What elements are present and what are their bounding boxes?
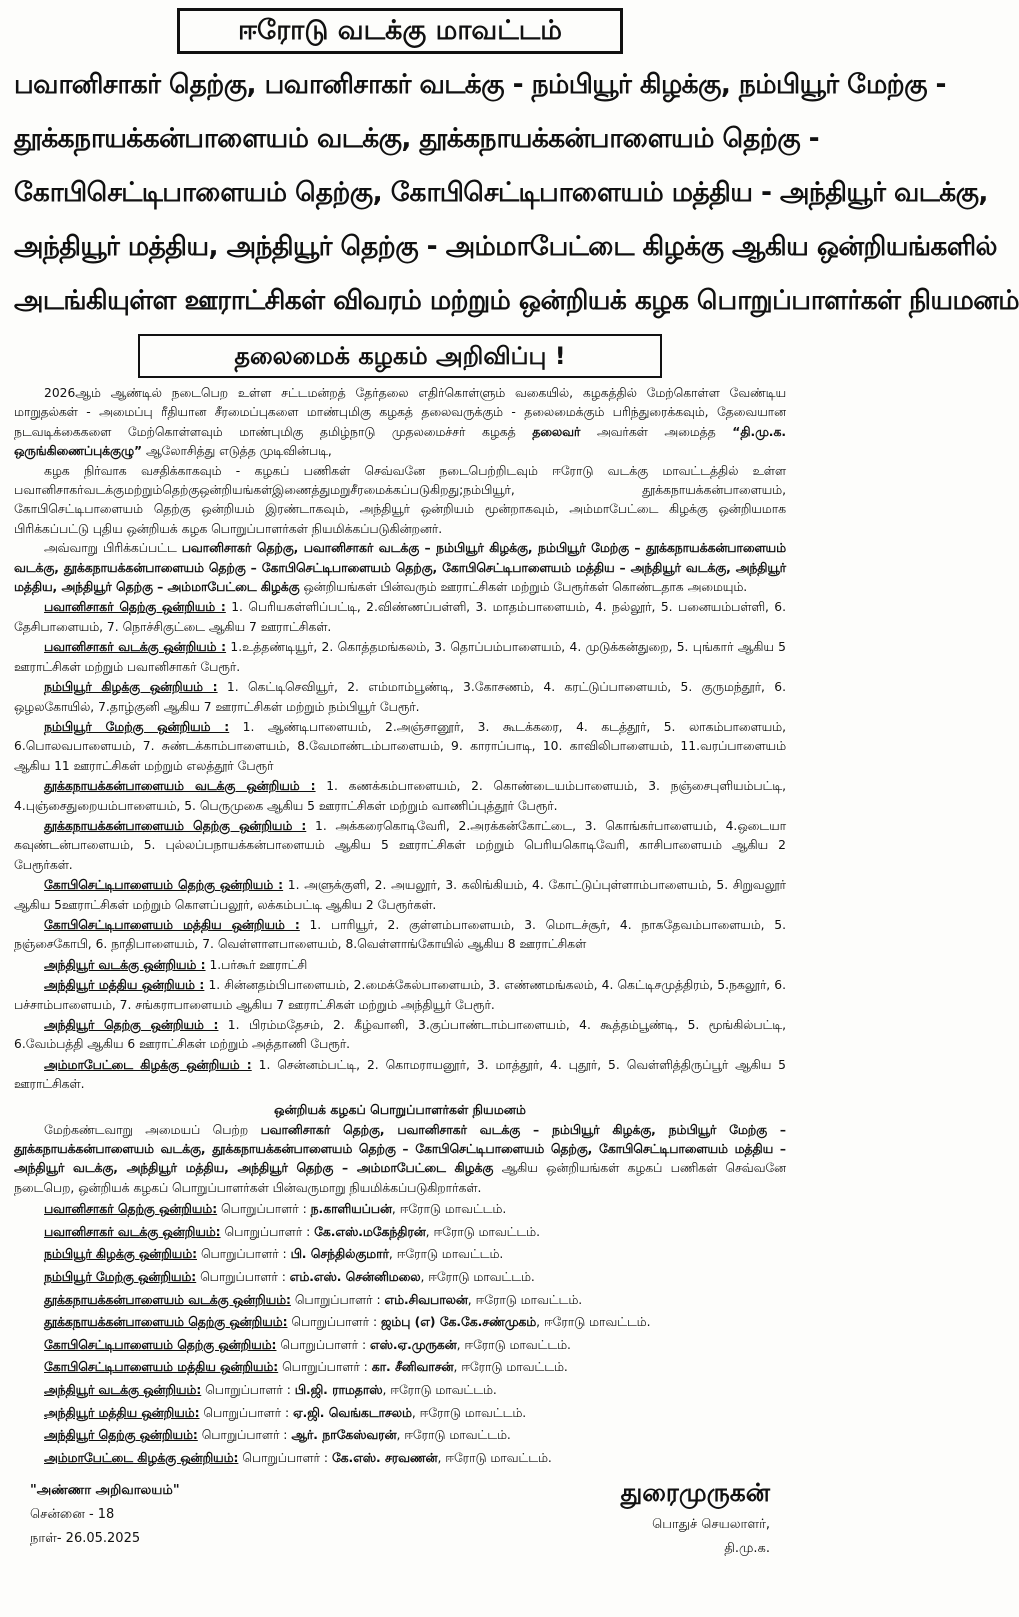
headline-line: அந்தியூர் மத்திய, அந்தியூர் தெற்கு - அம்மாபேட்டை கிழக்கு ஆகிய ஒன்றியங்களில்: [14, 231, 997, 262]
union-entry: தூக்கநாயக்கன்பாளையம் தெற்கு ஒன்றியம் : 1. அக்கரைகொடிவேரி, 2.அரக்கன்கோட்டை, 3. கொங்கர்பாளையம், 4.ஒடையா கவுண்டன்பாளையம், 5. புல்லப்பநாயக்கன்பாளையம் ஆகிய 5 ஊராட்சிகள் மற்றும் பெரியகொடிவேரி, காசிபாளையம் ஆகிய 2 பேரூர்கள்.: [14, 818, 787, 872]
signatory-designation: பொதுச் செயலாளர்,: [652, 1517, 770, 1533]
footer: [14, 1479, 786, 1589]
union-entry: தூக்கநாயக்கன்பாளையம் வடக்கு ஒன்றியம் : 1. கணக்கம்பாளையம், 2. கொண்டையம்பாளையம், 3. நஞ்சைபுளியம்பட்டி, 4.புஞ்சைதுறையம்பாளையம், 5. பெருமுகை ஆகிய 5 ஊராட்சிகள் மற்றும் வாணிப்புத்தூர் பேரூர்.: [14, 779, 786, 813]
appointments-heading: ஒன்றியக் கழகப் பொறுப்பாளர்கள் நியமனம்: [273, 1101, 526, 1117]
union-entry: நம்பியூர் கிழக்கு ஒன்றியம் : 1. கெட்டிசெவியூர், 2. எம்மாம்பூண்டி, 3.கோசணம், 4. கரட்டுப்பாளையம், 5. குருமந்தூர், 6. ஒழலகோயில், 7.தாழ்குனி ஆகிய 7 ஊராட்சிகள் மற்றும் நம்பியூர் பேரூர்.: [14, 680, 786, 714]
union-entry: பவானிசாகர் தெற்கு ஒன்றியம் : 1. பெரியகள்ளிப்பட்டி, 2.விண்ணப்பள்ளி, 3. மாதம்பாளையம், 4. நல்லூர், 5. பனையம்பள்ளி, 6. தேசிபாளையம், 7. நொச்சிகுட்டை ஆகிய 7 ஊராட்சிகள்.: [14, 600, 786, 634]
signatory-party: தி.மு.க.: [724, 1541, 770, 1557]
appointment-row: அந்தியூர் வடக்கு ஒன்றியம்: பொறுப்பாளர் : பி.ஜி. ராமதாஸ், ஈரோடு மாவட்டம்.: [44, 1383, 497, 1397]
union-entry: அந்தியூர் மத்திய ஒன்றியம் : 1. சின்னதம்பிபாளையம், 2.மைக்கேல்பாளையம், 3. எண்ணமங்கலம், 4. கெட்டிசமுத்திரம், 5.நகலூர், 6. பச்சாம்பாளையம், 7. சங்கராபாளையம் ஆகிய 7 ஊராட்சிகள் மற்றும் அந்தியூர் பேரூர்.: [14, 978, 786, 1012]
appointment-list: [14, 1198, 786, 1469]
union-entry: பவானிசாகர் வடக்கு ஒன்றியம் : 1.உத்தண்டியூர், 2. கொத்தமங்கலம், 3. தொப்பம்பாளையம், 4. முடுக்கன்துறை, 5. புங்கார் ஆகிய 5 ஊராட்சிகள் மற்றும் பவானிசாகர் பேரூர்.: [14, 640, 786, 674]
union-entry: நம்பியூர் மேற்கு ஒன்றியம் : 1. ஆண்டிபாளையம், 2.அஞ்சானூர், 3. கூடக்கரை, 4. கடத்தூர், 5. லாகம்பாளையம், 6.பொலவபாளையம், 7. சுண்டக்காம்பாளையம், 8.வேமாண்டம்பாளையம், 9. காராப்பாடி, 10. காவிலிபாளையம், 11.வரப்பாளையம் ஆகிய 11 ஊராட்சிகள் மற்றும் எலத்தூர் பேரூர்: [14, 719, 786, 773]
headline-line: பவானிசாகர் தெற்கு, பவானிசாகர் வடக்கு - நம்பியூர் கிழக்கு, நம்பியூர் மேற்கு -: [14, 69, 946, 100]
appointment-row: நம்பியூர் கிழக்கு ஒன்றியம்: பொறுப்பாளர் : பி. செந்தில்குமார், ஈரோடு மாவட்டம்.: [44, 1247, 504, 1262]
appointment-row: கோபிசெட்டிபாளையம் தெற்கு ஒன்றியம்: பொறுப்பாளர் : எஸ்.ஏ.முருகன், ஈரோடு மாவட்டம்.: [44, 1337, 571, 1352]
headline-line: அடங்கியுள்ள ஊராட்சிகள் விவரம் மற்றும் ஒன்றியக் கழக பொறுப்பாளர்கள் நியமனம்: [14, 285, 1019, 316]
union-entry: அம்மாபேட்டை கிழக்கு ஒன்றியம் : 1. சென்னம்பட்டி, 2. கொமராயனூர், 3. மாத்தூர், 4. புதூர், 5. வெள்ளித்திருப்பூர் ஆகிய 5 ஊராட்சிகள்.: [14, 1057, 786, 1092]
union-list: [14, 598, 786, 1094]
appointment-row: அந்தியூர் மத்திய ஒன்றியம்: பொறுப்பாளர் : ஏ.ஜி. வெங்கடாசலம், ஈரோடு மாவட்டம்.: [44, 1405, 527, 1420]
appointment-row: நம்பியூர் மேற்கு ஒன்றியம்: பொறுப்பாளர் : எம்.எஸ். சென்னிமலை, ஈரோடு மாவட்டம்.: [44, 1270, 535, 1285]
district-title: ஈரோடு வடக்கு மாவட்டம்: [177, 8, 623, 54]
appointment-row: கோபிசெட்டிபாளையம் மத்திய ஒன்றியம்: பொறுப்பாளர் : கா. சீனிவாசன், ஈரோடு மாவட்டம்.: [44, 1360, 568, 1375]
footer-city: சென்னை - 18: [30, 1507, 115, 1523]
signatory-name: துரைமுருகன்: [620, 1478, 770, 1508]
signature-block: [621, 1473, 770, 1561]
appointment-row: அந்தியூர் தெற்கு ஒன்றியம்: பொறுப்பாளர் : ஆர். நாகேஸ்வரன், ஈரோடு மாவட்டம்.: [44, 1428, 511, 1443]
headline-line: தூக்கநாயக்கன்பாளையம் வடக்கு, தூக்கநாயக்கன்பாளையம் தெற்கு -: [14, 123, 820, 154]
footer-address: "அண்ணா அறிவாலயம்": [30, 1483, 180, 1499]
appointment-row: அம்மாபேட்டை கிழக்கு ஒன்றியம்: பொறுப்பாளர் : கே.எஸ். சரவணன், ஈரோடு மாவட்டம்.: [44, 1450, 552, 1465]
appointment-row: பவானிசாகர் வடக்கு ஒன்றியம்: பொறுப்பாளர் : கே.எஸ்.மகேந்திரன், ஈரோடு மாவட்டம்.: [44, 1224, 540, 1239]
footer-date: நாள்- 26.05.2025: [30, 1531, 141, 1547]
paragraph-appointments-intro: மேற்கண்டவாறு அமையப் பெற்ற பவானிசாகர் தெற்கு, பவானிசாகர் வடக்கு – நம்பியூர் கிழக்கு, நம்பியூர் மேற்கு – தூக்கநாயக்கன்பாளையம் வடக்கு, தூக்கநாயக்கன்பாளையம் தெற்கு – கோபிசெட்டிபாளையம் தெற்கு, கோபிசெட்டிபாளையம் மத்திய – அந்தியூர் வடக்கு, அந்தியூர் மத்திய, அந்தியூர் தெற்கு – அம்மாபேட்டை கிழக்கு ஆகிய ஒன்றியங்கள் கழகப் பணிகள் செவ்வனே நடைபெற, ஒன்றியக் கழகப் பொறுப்பாளர்கள் பின்வருமாறு நியமிக்கப்படுகிறார்கள்.: [14, 1122, 786, 1195]
headline: [14, 58, 1019, 328]
appointment-row: பவானிசாகர் தெற்கு ஒன்றியம்: பொறுப்பாளர் : ந.காளியப்பன், ஈரோடு மாவட்டம்.: [44, 1202, 507, 1217]
footer-address-block: [30, 1479, 180, 1551]
notice-page: [0, 8, 1019, 1617]
paragraph-intro: 2026ஆம் ஆண்டில் நடைபெற உள்ள சட்டமன்றத் தேர்தலை எதிர்கொள்ளும் வகையில், கழகத்தில் மேற்கொள்ள வேண்டிய மாறுதல்கள் - அமைப்பு ரீதியான சீரமைப்புகளை மாண்புமிகு கழகத் தலைவருக்கும் - தலைமைக்கும் பரிந்துரைக்கவும், தேவையான நடவடிக்கைகளை மேற்கொள்ளவும் மாண்புமிகு தமிழ்நாடு முதலமைச்சர் கழகத் தலைவர் அவர்கள் அமைத்த “தி.மு.க. ஒருங்கிணைப்புக்குழு” ஆலோசித்து எடுத்த முடிவின்படி,: [14, 386, 786, 459]
union-entry: கோபிசெட்டிபாளையம் மத்திய ஒன்றியம் : 1. பாரியூர், 2. குள்ளம்பாளையம், 3. மொடச்சூர், 4. நாகதேவம்பாளையம், 5. நஞ்சைகோபி, 6. நாதிபாளையம், 7. வெள்ளாளபாளையம், 8.வெள்ளாங்கோயில் ஆகிய 8 ஊராட்சிகள்: [14, 917, 786, 952]
appointment-row: தூக்கநாயக்கன்பாளையம் வடக்கு ஒன்றியம்: பொறுப்பாளர் : எம்.சிவபாலன், ஈரோடு மாவட்டம்.: [44, 1292, 583, 1307]
paragraph-restructure: கழக நிர்வாக வசதிக்காகவும் - கழகப் பணிகள் செவ்வனே நடைபெற்றிடவும் ஈரோடு வடக்கு மாவட்டத்தில் உள்ள பவானிசாகர்வடக்குமற்றும்தெற்குஒன்றியங்கள்இணைத்துமறுசீரமைக்கப்படுகிறது;நம்பியூர், தூக்கநாயக்கன்பாளையம், கோபிசெட்டிபாளையம் தெற்கு ஒன்றியம் இரண்டாகவும், அந்தியூர் ஒன்றியம் மூன்றாகவும், அம்மாபேட்டை கிழக்கு ஒன்றியமாக பிரிக்கப்பட்டு புதிய ஒன்றியக் கழக பொறுப்பாளர்கள் நியமிக்கப்படுகின்றனர்.: [14, 463, 786, 536]
appointment-row: தூக்கநாயக்கன்பாளையம் தெற்கு ஒன்றியம்: பொறுப்பாளர் : ஜம்பு (எ) கே.கே.சண்முகம், ஈரோடு மாவட்டம்.: [44, 1315, 651, 1330]
notice-title: தலைமைக் கழகம் அறிவிப்பு !: [138, 334, 662, 378]
union-entry: அந்தியூர் வடக்கு ஒன்றியம் : 1.பர்கூர் ஊராட்சி: [44, 957, 308, 972]
union-entry: அந்தியூர் தெற்கு ஒன்றியம் : 1. பிரம்மதேசம், 2. கீழ்வானி, 3.குப்பாண்டாம்பாளையம், 4. கூத்தம்பூண்டி, 5. மூங்கில்பட்டி, 6.வேம்பத்தி ஆகிய 6 ஊராட்சிகள் மற்றும் அத்தாணி பேரூர்.: [14, 1018, 786, 1052]
headline-line: கோபிசெட்டிபாளையம் தெற்கு, கோபிசெட்டிபாளையம் மத்திய - அந்தியூர் வடக்கு,: [14, 177, 988, 208]
paragraph-unions-intro: அவ்வாறு பிரிக்கப்பட்ட பவானிசாகர் தெற்கு, பவானிசாகர் வடக்கு – நம்பியூர் கிழக்கு, நம்பியூர் மேற்கு – தூக்கநாயக்கன்பாளையம் வடக்கு, தூக்கநாயக்கன்பாளையம் தெற்கு – கோபிசெட்டிபாளையம் தெற்கு, கோபிசெட்டிபாளையம் மத்திய – அந்தியூர் வடக்கு, அந்தியூர் மத்திய, அந்தியூர் தெற்கு – அம்மாபேட்டை கிழக்கு ஒன்றியங்கள் பின்வரும் ஊராட்சிகள் மற்றும் பேரூர்கள் கொண்டதாக அமையும்.: [14, 541, 786, 595]
union-entry: கோபிசெட்டிபாளையம் தெற்கு ஒன்றியம் : 1. அளுக்குளி, 2. அயலூர், 3. கலிங்கியம், 4. கோட்டுப்புள்ளாம்பாளையம், 5. சிறுவலூர் ஆகிய 5ஊராட்சிகள் மற்றும் கொளப்பலூர், லக்கம்பட்டி ஆகிய 2 பேரூர்கள்.: [14, 878, 786, 912]
